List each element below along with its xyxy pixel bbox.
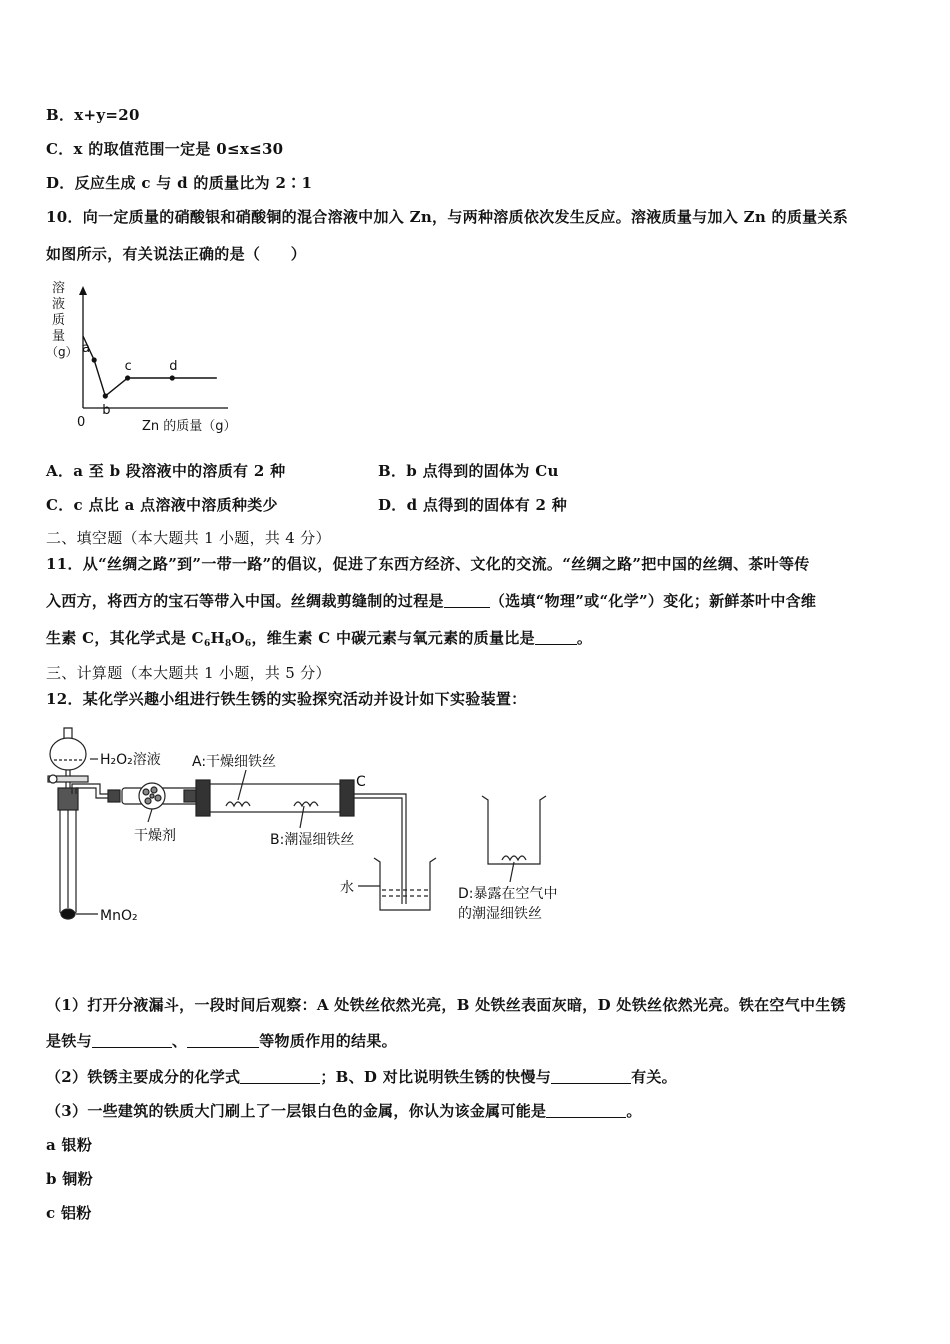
formula-sub-c: 6 bbox=[203, 639, 211, 649]
iron-wire-d bbox=[502, 856, 526, 860]
label-a-dry-iron: A:干燥细铁丝 bbox=[192, 754, 277, 770]
point-label-b: b bbox=[102, 403, 111, 418]
q9-option-d: D．反应生成 c 与 d 的质量比为 2∶1 bbox=[46, 174, 313, 192]
separatory-funnel-neck bbox=[64, 728, 72, 738]
q12-part3-end: 。 bbox=[626, 1102, 642, 1120]
q12-choice-a: a 银粉 bbox=[46, 1136, 93, 1154]
dry-iron-wire-a bbox=[226, 802, 250, 806]
q10-option-d: D．d 点得到的固体有 2 种 bbox=[378, 496, 568, 514]
label-h2o2-solution: H₂O₂溶液 bbox=[100, 752, 161, 768]
separatory-funnel-bulb bbox=[50, 738, 86, 770]
q10-option-c: C．c 点比 a 点溶液中溶质种类少 bbox=[46, 496, 278, 514]
rubber-stopper-left bbox=[196, 780, 210, 816]
q12-part2 bbox=[46, 1066, 677, 1087]
mno2-powder bbox=[61, 909, 75, 919]
formula-o: O bbox=[231, 629, 245, 647]
q11-line2-part2: （选填“物理”或“化学”）变化；新鲜茶叶中含维 bbox=[489, 592, 817, 610]
origin-label: 0 bbox=[77, 415, 86, 430]
q12-part3 bbox=[46, 1100, 642, 1121]
label-c: C bbox=[356, 774, 366, 790]
q12-part2-mid: ；B、D 对比说明铁生锈的快慢与 bbox=[320, 1068, 552, 1086]
q11-blank-change-type[interactable] bbox=[444, 593, 490, 608]
q11-line2 bbox=[46, 590, 816, 611]
rubber-stopper-right bbox=[340, 780, 354, 816]
q9-option-b: B．x+y=20 bbox=[46, 106, 140, 124]
q11-line3 bbox=[46, 627, 592, 649]
y-axis-label-char: 质 bbox=[52, 313, 66, 328]
q12-stem: 12．某化学兴趣小组进行铁生锈的实验探究活动并设计如下实验装置： bbox=[46, 690, 527, 708]
q11-line1: 11．从“丝绸之路”到”一带一路”的倡议，促进了东西方经济、文化的交流。“丝绸之路”把中国的丝绸、茶叶等传 bbox=[46, 555, 810, 573]
q12-blank-metal[interactable] bbox=[546, 1103, 626, 1118]
label-desiccant: 干燥剂 bbox=[134, 828, 176, 844]
q11-blank-mass-ratio[interactable] bbox=[535, 630, 577, 645]
formula-sub-h: 8 bbox=[224, 639, 232, 649]
q10-chart-ylabel bbox=[46, 280, 78, 359]
q12-part1-end: 等物质作用的结果。 bbox=[259, 1032, 397, 1050]
series-line bbox=[83, 336, 217, 396]
q11-line3-end: 。 bbox=[576, 629, 593, 647]
q12-apparatus-diagram bbox=[40, 722, 600, 942]
beaker-d bbox=[482, 796, 546, 864]
y-axis-label-char: （g） bbox=[46, 345, 78, 359]
beaker-water bbox=[374, 858, 436, 910]
q12-part1-sep: 、 bbox=[171, 1032, 188, 1050]
q12-blank-substance1[interactable] bbox=[92, 1033, 172, 1048]
point-b bbox=[103, 393, 108, 398]
glass-tube-a-b bbox=[200, 784, 350, 812]
q12-choice-c: c 铝粉 bbox=[46, 1204, 92, 1222]
q12-blank-rate-factor[interactable] bbox=[551, 1069, 631, 1084]
q12-choice-b: b 铜粉 bbox=[46, 1170, 93, 1188]
q9-option-c: C．x 的取值范围一定是 0≤x≤30 bbox=[46, 140, 284, 158]
q12-blank-rust-formula[interactable] bbox=[240, 1069, 320, 1084]
q12-part1-line1: （1）打开分液漏斗，一段时间后观察：A 处铁丝依然光亮，B 处铁丝表面灰暗，D 处铁丝依然光亮。铁在空气中生锈 bbox=[46, 996, 846, 1014]
y-axis-label-char: 液 bbox=[52, 297, 66, 312]
point-label-c: c bbox=[124, 359, 132, 374]
q12-part2-text: （2）铁锈主要成分的化学式 bbox=[46, 1068, 241, 1086]
y-axis-arrow bbox=[79, 286, 87, 295]
point-d bbox=[170, 375, 175, 380]
q10-stem-line1: 10．向一定质量的硝酸银和硝酸铜的混合溶液中加入 Zn，与两种溶质依次发生反应。溶液质量与加入 Zn 的质量关系 bbox=[46, 208, 849, 226]
q11-line3-part1: 生素 C，其化学式是 C bbox=[46, 629, 204, 647]
label-b-moist-iron: B:潮湿细铁丝 bbox=[270, 832, 355, 848]
q12-part2-end: 有关。 bbox=[631, 1068, 677, 1086]
q12-part1-line2 bbox=[46, 1030, 397, 1051]
formula-sub-o: 6 bbox=[244, 639, 252, 649]
q10-stem-line2: 如图所示，有关说法正确的是（ ） bbox=[46, 245, 307, 263]
moist-iron-wire-b bbox=[294, 802, 318, 806]
q12-part1-text: 是铁与 bbox=[46, 1032, 92, 1050]
formula-h: H bbox=[210, 629, 225, 647]
q11-line3-part2: ，维生素 C 中碳元素与氧元素的质量比是 bbox=[251, 629, 535, 647]
section2-heading: 二、填空题（本大题共 1 小题，共 4 分） bbox=[46, 529, 331, 547]
q10-option-b: B．b 点得到的固体为 Cu bbox=[378, 462, 559, 480]
label-d-line2: 的潮湿细铁丝 bbox=[458, 906, 542, 922]
y-axis-label-char: 量 bbox=[52, 329, 66, 344]
point-a bbox=[92, 357, 97, 362]
label-d-line1: D:暴露在空气中 bbox=[458, 886, 558, 902]
q10-chart bbox=[44, 278, 244, 438]
q12-blank-substance2[interactable] bbox=[187, 1033, 259, 1048]
q12-part3-text: （3）一些建筑的铁质大门刷上了一层银白色的金属，你认为该金属可能是 bbox=[46, 1102, 547, 1120]
point-c bbox=[125, 375, 130, 380]
point-label-a: a bbox=[82, 341, 91, 356]
x-axis-label: Zn 的质量（g） bbox=[142, 419, 237, 434]
stopper bbox=[58, 788, 78, 810]
label-water: 水 bbox=[340, 880, 354, 896]
label-mno2: MnO₂ bbox=[100, 908, 138, 924]
point-label-d: d bbox=[169, 359, 178, 374]
q11-line2-part1: 入西方，将西方的宝石等带入中国。丝绸裁剪缝制的过程是 bbox=[46, 592, 444, 610]
y-axis-label-char: 溶 bbox=[52, 281, 66, 296]
section3-heading: 三、计算题（本大题共 1 小题，共 5 分） bbox=[46, 664, 331, 682]
q10-option-a: A．a 至 b 段溶液中的溶质有 2 种 bbox=[46, 462, 286, 480]
